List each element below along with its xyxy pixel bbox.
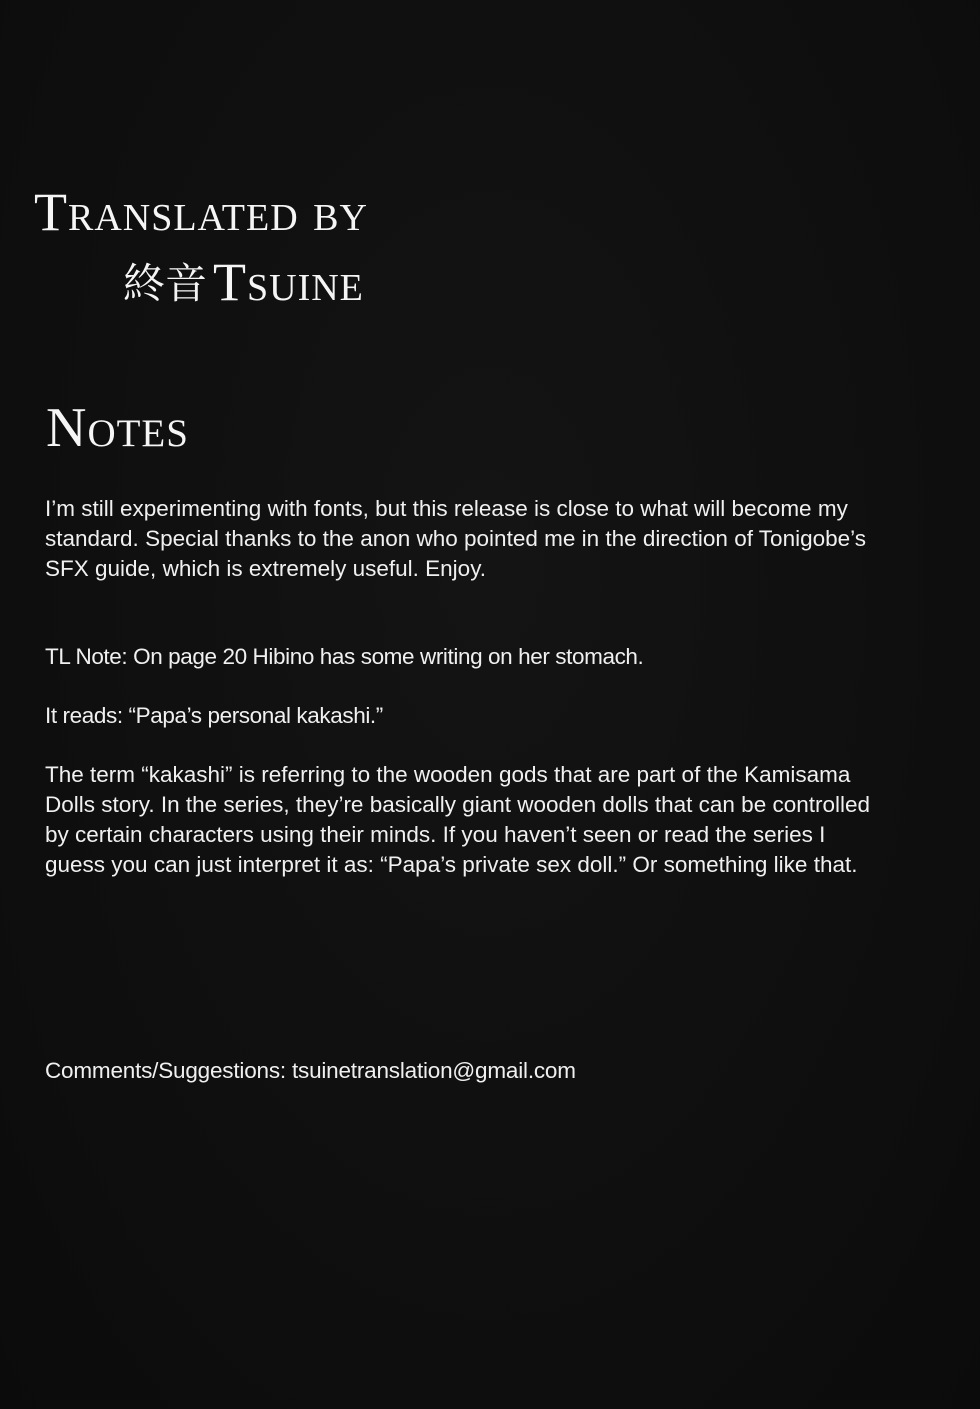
tl-note-paragraph <box>45 642 955 672</box>
translator-romaji: Tsuine <box>213 252 364 312</box>
translated-by-heading: Translated by <box>34 182 368 242</box>
term-line: The term “kakashi” is referring to the wooden gods that are part of the Kamisama <box>45 762 851 787</box>
intro-paragraph <box>45 494 955 584</box>
tl-note-text: TL Note: On page 20 Hibino has some writing on her stomach. <box>45 644 644 669</box>
reads-text: It reads: “Papa’s personal kakashi.” <box>45 703 383 728</box>
intro-line: SFX guide, which is extremely useful. Enjoy. <box>45 556 487 581</box>
translator-kanji: 終音 <box>123 259 208 308</box>
translator-name <box>123 252 364 314</box>
contact-text: Comments/Suggestions: tsuinetranslation@gmail.com <box>45 1058 576 1083</box>
term-line: guess you can just interpret it as: “Papa’s private sex doll.” Or something like that. <box>45 852 858 877</box>
intro-line: standard. Special thanks to the anon who pointed me in the direction of Tonigobe’s <box>45 526 866 551</box>
notes-heading: Notes <box>46 397 189 459</box>
intro-line: I’m still experimenting with fonts, but this release is close to what will become my <box>45 496 848 521</box>
reads-paragraph <box>45 701 955 731</box>
contact-paragraph <box>45 1056 955 1086</box>
term-paragraph <box>45 760 955 880</box>
term-line: by certain characters using their minds. If you haven’t seen or read the series I <box>45 822 826 847</box>
term-line: Dolls story. In the series, they’re basically giant wooden dolls that can be controlled <box>45 792 871 817</box>
